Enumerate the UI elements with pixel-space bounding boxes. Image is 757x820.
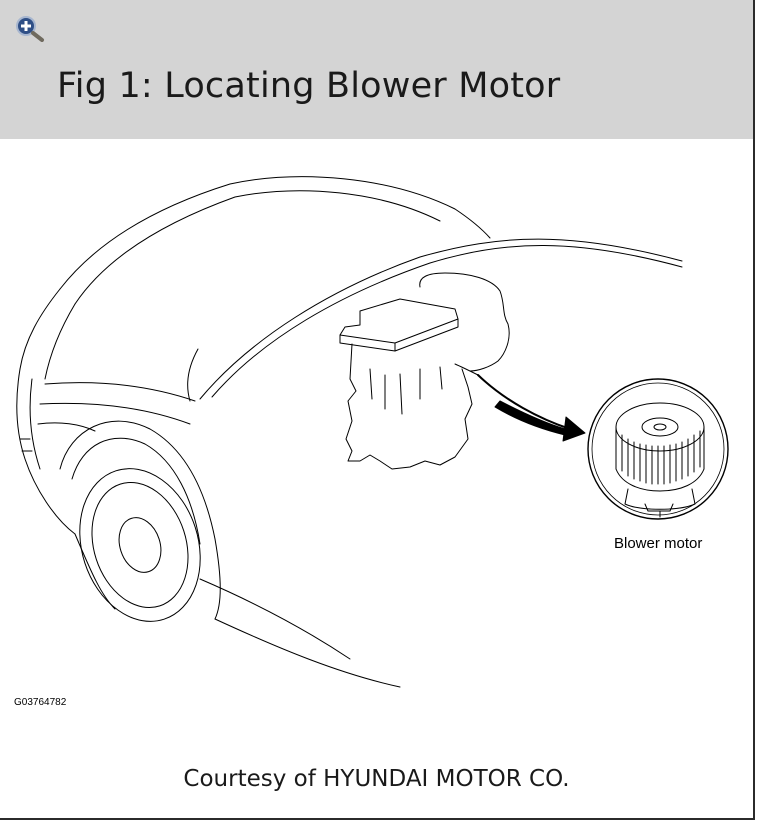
blower-motor-diagram	[0, 139, 753, 739]
zoom-in-icon[interactable]	[14, 14, 46, 42]
blower-motor-callout	[588, 379, 728, 519]
blower-motor-label: Blower motor	[614, 535, 703, 552]
figure-code: G03764782	[14, 697, 67, 708]
figure-caption: Courtesy of HYUNDAI MOTOR CO.	[183, 766, 570, 792]
figure-header	[0, 0, 753, 139]
hvac-unit	[340, 273, 585, 469]
figure-title: Fig 1: Locating Blower Motor	[57, 66, 561, 106]
